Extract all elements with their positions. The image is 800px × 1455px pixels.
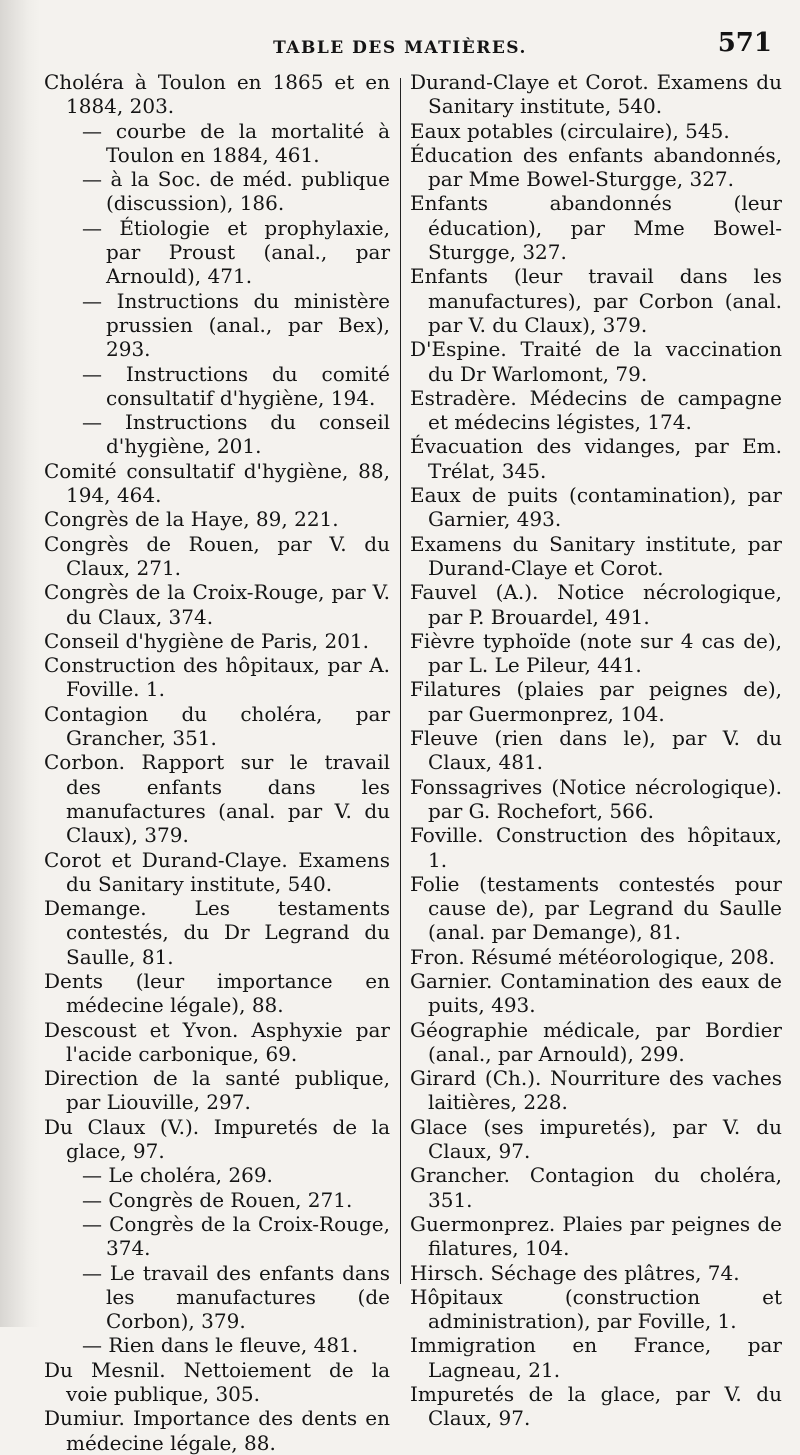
index-entry: Construction des hôpitaux, par A. Foville. 1.	[44, 653, 390, 702]
index-entry: Eaux potables (circulaire), 545.	[410, 118, 730, 143]
index-column-left	[44, 70, 390, 1455]
index-entry: Hôpitaux (construction et administration), par Foville, 1.	[410, 1284, 782, 1334]
index-entry: Éducation des enfants abandonnés, par Mme Bowel-Sturgge, 327.	[410, 142, 782, 192]
index-entry: Géographie médicale, par Bordier (anal., par Arnould), 299.	[410, 1017, 782, 1066]
index-entry: Enfants (leur travail dans les manufactures), par Corbon (anal. par V. du Claux), 379.	[410, 264, 782, 337]
index-column-right	[410, 70, 782, 1431]
index-entry: Corbon. Rapport sur le travail des enfants dans les manufactures (anal. par V. du Claux), 379.	[44, 750, 390, 848]
index-entry: Conseil d'hygiène de Paris, 201.	[44, 628, 370, 653]
index-entry: Dumiur. Importance des dents en médecine légale, 88.	[44, 1406, 390, 1455]
index-entry: Hirsch. Séchage des plâtres, 74.	[410, 1260, 740, 1285]
index-entry: Contagion du choléra, par Grancher, 351.	[44, 701, 390, 751]
index-entry: Grancher. Contagion du choléra, 351.	[410, 1163, 782, 1212]
index-entry: — courbe de la mortalité à Toulon en 1884, 461.	[82, 118, 390, 167]
index-entry: Filatures (plaies par peignes de), par Guermonprez, 104.	[410, 677, 782, 726]
index-entry: Durand-Claye et Corot. Examens du Sanitary institute, 540.	[410, 70, 782, 119]
page-number: 571	[717, 28, 772, 58]
index-entry: Direction de la santé publique, par Liouville, 297.	[44, 1066, 390, 1115]
index-entry: Dents (leur importance en médecine légale), 88.	[44, 968, 390, 1018]
index-entry: Immigration en France, par Lagneau, 21.	[410, 1333, 782, 1382]
index-entry: Foville. Construction des hôpitaux, 1.	[410, 823, 782, 872]
index-entry: Congrès de Rouen, par V. du Claux, 271.	[44, 531, 390, 580]
index-entry: — Le choléra, 269.	[82, 1163, 273, 1188]
index-entry: Du Mesnil. Nettoiement de la voie publique, 305.	[44, 1357, 390, 1407]
index-entry: Fron. Résumé météorologique, 208.	[410, 944, 775, 969]
index-entry: Descoust et Yvon. Asphyxie par l'acide carbonique, 69.	[44, 1017, 390, 1066]
index-entry: Fauvel (A.). Notice nécrologique, par P. Brouardel, 491.	[410, 580, 782, 629]
index-entry: D'Espine. Traité de la vaccination du Dr Warlomont, 79.	[410, 337, 782, 386]
index-entry: — Instructions du conseil d'hygiène, 201.	[82, 410, 390, 459]
index-entry: Fièvre typhoïde (note sur 4 cas de), par L. Le Pileur, 441.	[410, 628, 782, 678]
index-entry: Évacuation des vidanges, par Em. Trélat, 345.	[410, 434, 782, 483]
binding-shadow	[0, 0, 40, 1327]
index-entry: Enfants abandonnés (leur éducation), par Mme Bowel-Sturgge, 327.	[410, 191, 782, 265]
index-entry: Fonssagrives (Notice nécrologique). par G. Rochefort, 566.	[410, 774, 782, 823]
index-entry: — Congrès de Rouen, 271.	[82, 1187, 353, 1212]
index-entry: Demange. Les testaments contestés, du Dr Legrand du Saulle, 81.	[44, 896, 390, 969]
index-entry: — Instructions du ministère prussien (anal., par Bex), 293.	[82, 288, 390, 362]
index-entry: — Congrès de la Croix-Rouge, 374.	[82, 1211, 390, 1261]
index-entry: Choléra à Toulon en 1865 et en 1884, 203.	[44, 70, 390, 119]
index-entry: Du Claux (V.). Impuretés de la glace, 97.	[44, 1114, 390, 1164]
index-entry: — Le travail des enfants dans les manufactures (de Corbon), 379.	[82, 1260, 390, 1334]
index-entry: Congrès de la Croix-Rouge, par V. du Claux, 374.	[44, 580, 390, 629]
index-entry: — Instructions du comité consultatif d'hygiène, 194.	[82, 361, 390, 410]
index-entry: Fleuve (rien dans le), par V. du Claux, 481.	[410, 726, 782, 775]
index-entry: Impuretés de la glace, par V. du Claux, 97.	[410, 1382, 782, 1431]
index-entry: Garnier. Contamination des eaux de puits, 493.	[410, 968, 782, 1018]
index-entry: Corot et Durand-Claye. Examens du Sanitary institute, 540.	[44, 847, 390, 896]
index-entry: Girard (Ch.). Nourriture des vaches laitières, 228.	[410, 1066, 782, 1115]
index-entry: Folie (testaments contestés pour cause de), par Legrand du Saulle (anal. par Demange), 81.	[410, 871, 782, 945]
index-entry: Congrès de la Haye, 89, 221.	[44, 507, 339, 532]
index-entry: — Étiologie et prophylaxie, par Proust (anal., par Arnould), 471.	[82, 215, 390, 289]
index-entry: Estradère. Médecins de campagne et médecins légistes, 174.	[410, 385, 782, 435]
page-title: TABLE DES MATIÈRES.	[273, 38, 527, 58]
index-entry: Glace (ses impuretés), par V. du Claux, 97.	[410, 1114, 782, 1164]
page-header	[0, 28, 800, 68]
index-entry: — à la Soc. de méd. publique (discussion), 186.	[82, 167, 390, 216]
index-entry: — Rien dans le fleuve, 481.	[82, 1333, 359, 1358]
index-entry: Examens du Sanitary institute, par Durand-Claye et Corot.	[410, 531, 782, 580]
index-entry: Eaux de puits (contamination), par Garnier, 493.	[410, 483, 782, 532]
index-entry: Comité consultatif d'hygiène, 88, 194, 464.	[44, 458, 390, 508]
column-divider	[400, 78, 401, 1284]
index-entry: Guermonprez. Plaies par peignes de filatures, 104.	[410, 1211, 782, 1261]
